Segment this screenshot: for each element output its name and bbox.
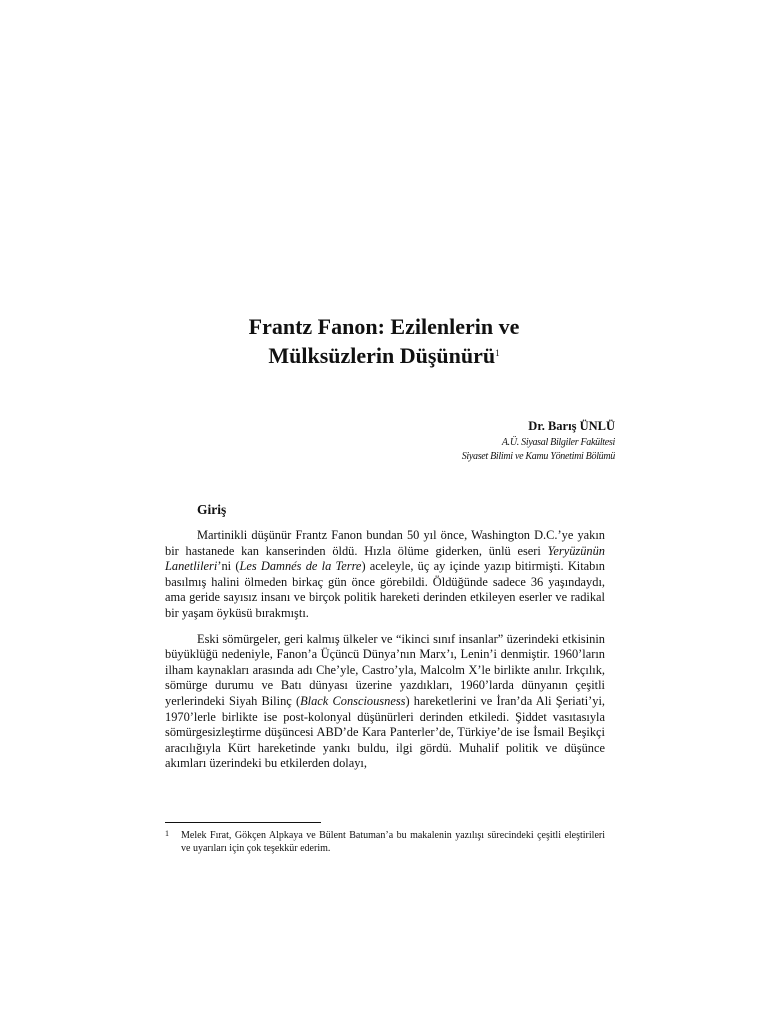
paragraph-2 (165, 632, 605, 772)
p1-italic-book-title-tr: Yeryüzünün Lanetlileri (165, 543, 605, 574)
footnote-mark: 1 (165, 829, 169, 838)
p1-text-3: ) aceleyle, üç ay içinde yazıp bitirmişti. Kitabın basılmış halini ölmeden birkaç gün önce görebildi. Öldüğünde sadece 36 yaşındaydı, ama geride sayısız insanı ve birçok politik hareketi derinden etkileyen eserler ve radikal bir yaşam öyküsü bırakmıştı. (165, 559, 605, 620)
p1-italic-book-title-fr: Les Damnés de la Terre (239, 559, 362, 574)
affiliation-faculty: A.Ü. Siyasal Bilgiler Fakültesi (501, 437, 615, 448)
footnote (165, 829, 605, 855)
footnote-text: Melek Fırat, Gökçen Alpkaya ve Bülent Batuman’a bu makalenin yazılışı sürecindeki çeşitli eleştirileri ve uyarıları için çok teşekkür ederim. (181, 830, 605, 854)
footnote-divider (165, 822, 321, 823)
title-footnote-ref[interactable]: 1 (495, 348, 500, 358)
article-title (0, 312, 768, 370)
section-heading: Giriş (197, 502, 227, 517)
affiliation-department: Siyaset Bilimi ve Kamu Yönetimi Bölümü (461, 451, 615, 462)
p2-text-2: ) hareketlerini ve İran’da Ali Şeriati’yi, 1970’lerle birlikte ise post-kolonyal düşünürleri derinden etkiledi. Şiddet vasıtasıyla sömürgesizleştirme düşüncesi ABD’de Kara Panterler’de, Türkiye’de ise İsmail Beşikçi aracılığıyla Kürt hareketinde yankı buldu, ilgi gördü. Muhalif politik ve düşünce akımları üzerindeki bu etkilerden dolayı, (165, 693, 605, 771)
paragraph-1 (165, 528, 605, 622)
p2-italic-term: Black Consciousness (300, 693, 406, 708)
title-line-1: Frantz Fanon: Ezilenlerin ve (248, 314, 520, 339)
p2-text-1: Eski sömürgeler, geri kalmış ülkeler ve “ikinci sınıf insanlar” üzerindeki etkisinin büyüklüğü nedeniyle, Fanon’a Üçüncü Dünya’nın Marx’ı, Lenin’i denmiştir. 1960’ların ilham kaynakları arasında adı Che’yle, Castro’yla, Malcolm X’le birlikte anılır. Irkçılık, sömürge durumu ve Batı dünyası üzerine yazdıkları, 1960’larda dünyanın çeşitli yerlerindeki Siyah Bilinç ( (165, 631, 605, 708)
article-body (165, 528, 605, 782)
p1-text-1: Martinikli düşünür Frantz Fanon bundan 50 yıl önce, Washington D.C.’ye yakın bir hastanede kan kanserinden öldü. Hızla ölüme giderken, ünlü eseri (165, 528, 605, 558)
author-name: Dr. Barış ÜNLÜ (528, 419, 615, 433)
title-line-2: Mülksüzlerin Düşünürü (268, 343, 496, 368)
p1-text-2: ’ni ( (217, 559, 240, 574)
author-block (462, 418, 615, 464)
